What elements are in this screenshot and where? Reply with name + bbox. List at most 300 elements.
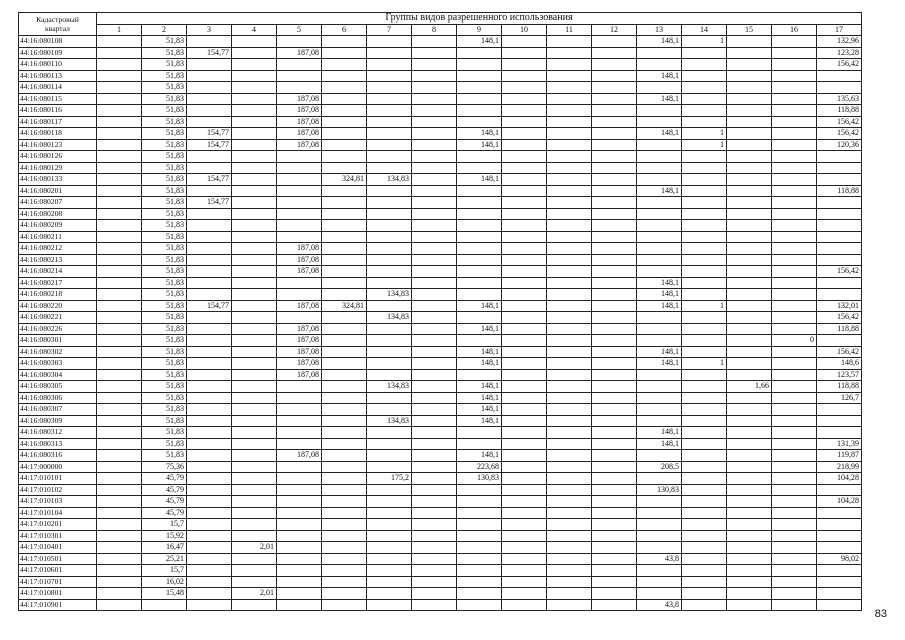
column-header-2: 2 bbox=[142, 24, 187, 36]
value-cell-col-12 bbox=[592, 220, 637, 232]
value-cell-col-5 bbox=[277, 565, 322, 577]
table-row bbox=[19, 300, 862, 312]
value-cell-col-14 bbox=[682, 404, 727, 416]
value-cell-col-8 bbox=[412, 105, 457, 117]
value-cell-col-16 bbox=[772, 369, 817, 381]
value-cell-col-6 bbox=[322, 243, 367, 255]
value-cell-col-17 bbox=[817, 542, 862, 554]
value-cell-col-1 bbox=[97, 162, 142, 174]
value-cell-col-16 bbox=[772, 565, 817, 577]
value-cell-col-1 bbox=[97, 36, 142, 48]
value-cell-col-10 bbox=[502, 174, 547, 186]
value-cell-col-8 bbox=[412, 93, 457, 105]
value-cell-col-1 bbox=[97, 450, 142, 462]
table-row bbox=[19, 289, 862, 301]
value-cell-col-7 bbox=[367, 36, 412, 48]
value-cell-col-6 bbox=[322, 70, 367, 82]
value-cell-col-14 bbox=[682, 116, 727, 128]
value-cell-col-16 bbox=[772, 312, 817, 324]
value-cell-col-1 bbox=[97, 542, 142, 554]
value-cell-col-17 bbox=[817, 484, 862, 496]
value-cell-col-7 bbox=[367, 231, 412, 243]
value-cell-col-16 bbox=[772, 266, 817, 278]
value-cell-col-15 bbox=[727, 415, 772, 427]
kadastral-number: 44:17:010401 bbox=[19, 542, 97, 554]
value-cell-col-1 bbox=[97, 243, 142, 255]
value-cell-col-3 bbox=[187, 208, 232, 220]
table-row bbox=[19, 128, 862, 140]
value-cell-col-10 bbox=[502, 415, 547, 427]
value-cell-col-2: 51,83 bbox=[142, 404, 187, 416]
value-cell-col-13 bbox=[637, 415, 682, 427]
value-cell-col-1 bbox=[97, 530, 142, 542]
value-cell-col-7 bbox=[367, 576, 412, 588]
table-row bbox=[19, 47, 862, 59]
value-cell-col-2: 51,83 bbox=[142, 427, 187, 439]
value-cell-col-3 bbox=[187, 427, 232, 439]
value-cell-col-10 bbox=[502, 151, 547, 163]
kadastral-number: 44:17:000000 bbox=[19, 461, 97, 473]
kadastral-number: 44:16:080129 bbox=[19, 162, 97, 174]
kadastral-number: 44:16:080302 bbox=[19, 346, 97, 358]
value-cell-col-10 bbox=[502, 427, 547, 439]
kadastral-number: 44:16:080213 bbox=[19, 254, 97, 266]
value-cell-col-16 bbox=[772, 116, 817, 128]
value-cell-col-2: 51,83 bbox=[142, 36, 187, 48]
value-cell-col-16 bbox=[772, 507, 817, 519]
kadastral-number: 44:16:080208 bbox=[19, 208, 97, 220]
value-cell-col-16 bbox=[772, 47, 817, 59]
value-cell-col-6 bbox=[322, 105, 367, 117]
value-cell-col-13: 148,1 bbox=[637, 277, 682, 289]
table-row bbox=[19, 220, 862, 232]
table-row bbox=[19, 197, 862, 209]
value-cell-col-5: 187,08 bbox=[277, 254, 322, 266]
value-cell-col-7 bbox=[367, 484, 412, 496]
kadastral-number: 44:17:010701 bbox=[19, 576, 97, 588]
value-cell-col-10 bbox=[502, 70, 547, 82]
value-cell-col-17: 118,88 bbox=[817, 381, 862, 393]
value-cell-col-2: 45,79 bbox=[142, 473, 187, 485]
kadastral-number: 44:16:080309 bbox=[19, 415, 97, 427]
value-cell-col-17 bbox=[817, 197, 862, 209]
value-cell-col-11 bbox=[547, 254, 592, 266]
value-cell-col-3 bbox=[187, 243, 232, 255]
value-cell-col-10 bbox=[502, 36, 547, 48]
value-cell-col-11 bbox=[547, 151, 592, 163]
value-cell-col-1 bbox=[97, 128, 142, 140]
value-cell-col-2: 51,83 bbox=[142, 243, 187, 255]
value-cell-col-7 bbox=[367, 392, 412, 404]
value-cell-col-7 bbox=[367, 519, 412, 531]
value-cell-col-3 bbox=[187, 36, 232, 48]
value-cell-col-4 bbox=[232, 162, 277, 174]
value-cell-col-4 bbox=[232, 300, 277, 312]
value-cell-col-8 bbox=[412, 277, 457, 289]
value-cell-col-10 bbox=[502, 369, 547, 381]
value-cell-col-4 bbox=[232, 507, 277, 519]
value-cell-col-10 bbox=[502, 473, 547, 485]
value-cell-col-15 bbox=[727, 507, 772, 519]
value-cell-col-17 bbox=[817, 277, 862, 289]
value-cell-col-10 bbox=[502, 565, 547, 577]
value-cell-col-14 bbox=[682, 266, 727, 278]
value-cell-col-5 bbox=[277, 473, 322, 485]
value-cell-col-14 bbox=[682, 450, 727, 462]
value-cell-col-7 bbox=[367, 208, 412, 220]
value-cell-col-17: 156,42 bbox=[817, 128, 862, 140]
value-cell-col-10 bbox=[502, 208, 547, 220]
value-cell-col-12 bbox=[592, 519, 637, 531]
value-cell-col-14 bbox=[682, 243, 727, 255]
value-cell-col-11 bbox=[547, 59, 592, 71]
value-cell-col-14 bbox=[682, 277, 727, 289]
value-cell-col-14 bbox=[682, 289, 727, 301]
value-cell-col-3 bbox=[187, 254, 232, 266]
value-cell-col-14 bbox=[682, 576, 727, 588]
value-cell-col-10 bbox=[502, 300, 547, 312]
value-cell-col-10 bbox=[502, 116, 547, 128]
value-cell-col-9 bbox=[457, 220, 502, 232]
value-cell-col-4 bbox=[232, 36, 277, 48]
value-cell-col-15 bbox=[727, 588, 772, 600]
table-body bbox=[19, 36, 862, 611]
value-cell-col-14: 1 bbox=[682, 300, 727, 312]
kadastral-number: 44:16:080109 bbox=[19, 47, 97, 59]
value-cell-col-15 bbox=[727, 392, 772, 404]
value-cell-col-7 bbox=[367, 588, 412, 600]
value-cell-col-10 bbox=[502, 392, 547, 404]
value-cell-col-2: 16,02 bbox=[142, 576, 187, 588]
value-cell-col-14 bbox=[682, 473, 727, 485]
value-cell-col-8 bbox=[412, 507, 457, 519]
value-cell-col-4 bbox=[232, 519, 277, 531]
value-cell-col-17 bbox=[817, 335, 862, 347]
value-cell-col-11 bbox=[547, 381, 592, 393]
value-cell-col-9 bbox=[457, 496, 502, 508]
value-cell-col-10 bbox=[502, 47, 547, 59]
value-cell-col-13 bbox=[637, 220, 682, 232]
value-cell-col-16 bbox=[772, 530, 817, 542]
value-cell-col-16 bbox=[772, 588, 817, 600]
value-cell-col-15 bbox=[727, 197, 772, 209]
value-cell-col-17 bbox=[817, 151, 862, 163]
value-cell-col-6: 324,81 bbox=[322, 300, 367, 312]
value-cell-col-5: 187,08 bbox=[277, 243, 322, 255]
value-cell-col-7 bbox=[367, 323, 412, 335]
value-cell-col-12 bbox=[592, 312, 637, 324]
value-cell-col-16 bbox=[772, 243, 817, 255]
value-cell-col-15 bbox=[727, 266, 772, 278]
value-cell-col-1 bbox=[97, 266, 142, 278]
value-cell-col-1 bbox=[97, 197, 142, 209]
value-cell-col-17 bbox=[817, 427, 862, 439]
value-cell-col-16 bbox=[772, 392, 817, 404]
value-cell-col-8 bbox=[412, 231, 457, 243]
value-cell-col-11 bbox=[547, 335, 592, 347]
kadastral-number: 44:16:080307 bbox=[19, 404, 97, 416]
value-cell-col-17: 123,28 bbox=[817, 47, 862, 59]
value-cell-col-8 bbox=[412, 530, 457, 542]
value-cell-col-7 bbox=[367, 438, 412, 450]
table-row bbox=[19, 162, 862, 174]
value-cell-col-11 bbox=[547, 473, 592, 485]
value-cell-col-11 bbox=[547, 185, 592, 197]
value-cell-col-9 bbox=[457, 82, 502, 94]
value-cell-col-15 bbox=[727, 300, 772, 312]
value-cell-col-7 bbox=[367, 427, 412, 439]
value-cell-col-8 bbox=[412, 312, 457, 324]
value-cell-col-3 bbox=[187, 542, 232, 554]
value-cell-col-7 bbox=[367, 496, 412, 508]
value-cell-col-15 bbox=[727, 139, 772, 151]
value-cell-col-15 bbox=[727, 116, 772, 128]
value-cell-col-17 bbox=[817, 162, 862, 174]
value-cell-col-17 bbox=[817, 588, 862, 600]
value-cell-col-12 bbox=[592, 553, 637, 565]
value-cell-col-2: 45,79 bbox=[142, 507, 187, 519]
value-cell-col-15 bbox=[727, 450, 772, 462]
value-cell-col-1 bbox=[97, 553, 142, 565]
value-cell-col-3 bbox=[187, 565, 232, 577]
value-cell-col-11 bbox=[547, 208, 592, 220]
value-cell-col-4 bbox=[232, 427, 277, 439]
value-cell-col-17 bbox=[817, 208, 862, 220]
value-cell-col-11 bbox=[547, 599, 592, 611]
value-cell-col-9: 148,1 bbox=[457, 139, 502, 151]
value-cell-col-1 bbox=[97, 427, 142, 439]
value-cell-col-6 bbox=[322, 519, 367, 531]
value-cell-col-1 bbox=[97, 588, 142, 600]
value-cell-col-9 bbox=[457, 185, 502, 197]
value-cell-col-8 bbox=[412, 519, 457, 531]
value-cell-col-11 bbox=[547, 507, 592, 519]
kadastral-number: 44:16:080218 bbox=[19, 289, 97, 301]
value-cell-col-2: 15,92 bbox=[142, 530, 187, 542]
value-cell-col-7 bbox=[367, 47, 412, 59]
value-cell-col-8 bbox=[412, 553, 457, 565]
kadastral-number: 44:16:080312 bbox=[19, 427, 97, 439]
value-cell-col-11 bbox=[547, 300, 592, 312]
value-cell-col-17 bbox=[817, 254, 862, 266]
value-cell-col-10 bbox=[502, 243, 547, 255]
value-cell-col-10 bbox=[502, 381, 547, 393]
kadastral-number: 44:17:010201 bbox=[19, 519, 97, 531]
value-cell-col-5: 187,08 bbox=[277, 450, 322, 462]
value-cell-col-9: 148,1 bbox=[457, 323, 502, 335]
value-cell-col-12 bbox=[592, 484, 637, 496]
value-cell-col-8 bbox=[412, 576, 457, 588]
value-cell-col-13 bbox=[637, 576, 682, 588]
value-cell-col-11 bbox=[547, 565, 592, 577]
value-cell-col-9 bbox=[457, 70, 502, 82]
value-cell-col-6 bbox=[322, 266, 367, 278]
value-cell-col-7 bbox=[367, 358, 412, 370]
value-cell-col-10 bbox=[502, 231, 547, 243]
value-cell-col-1 bbox=[97, 93, 142, 105]
kadastral-number: 44:16:080116 bbox=[19, 105, 97, 117]
value-cell-col-8 bbox=[412, 289, 457, 301]
kadastral-number: 44:16:080108 bbox=[19, 36, 97, 48]
column-header-8: 8 bbox=[412, 24, 457, 36]
table-row bbox=[19, 266, 862, 278]
value-cell-col-14 bbox=[682, 496, 727, 508]
value-cell-col-15 bbox=[727, 105, 772, 117]
value-cell-col-11 bbox=[547, 450, 592, 462]
value-cell-col-3 bbox=[187, 381, 232, 393]
value-cell-col-11 bbox=[547, 231, 592, 243]
value-cell-col-3: 154,77 bbox=[187, 128, 232, 140]
value-cell-col-14 bbox=[682, 82, 727, 94]
value-cell-col-12 bbox=[592, 496, 637, 508]
value-cell-col-8 bbox=[412, 404, 457, 416]
value-cell-col-2: 51,83 bbox=[142, 82, 187, 94]
value-cell-col-11 bbox=[547, 277, 592, 289]
value-cell-col-12 bbox=[592, 599, 637, 611]
value-cell-col-10 bbox=[502, 277, 547, 289]
value-cell-col-13 bbox=[637, 473, 682, 485]
value-cell-col-12 bbox=[592, 450, 637, 462]
value-cell-col-17: 132,96 bbox=[817, 36, 862, 48]
value-cell-col-9 bbox=[457, 59, 502, 71]
value-cell-col-5 bbox=[277, 461, 322, 473]
value-cell-col-9 bbox=[457, 507, 502, 519]
value-cell-col-6 bbox=[322, 151, 367, 163]
value-cell-col-5 bbox=[277, 496, 322, 508]
value-cell-col-3 bbox=[187, 461, 232, 473]
page-number: 83 bbox=[874, 608, 887, 620]
value-cell-col-6 bbox=[322, 461, 367, 473]
value-cell-col-7: 134,83 bbox=[367, 289, 412, 301]
value-cell-col-8 bbox=[412, 473, 457, 485]
value-cell-col-2: 51,83 bbox=[142, 116, 187, 128]
value-cell-col-2: 51,83 bbox=[142, 220, 187, 232]
value-cell-col-17 bbox=[817, 576, 862, 588]
value-cell-col-1 bbox=[97, 484, 142, 496]
value-cell-col-5 bbox=[277, 197, 322, 209]
value-cell-col-2: 51,83 bbox=[142, 323, 187, 335]
value-cell-col-6 bbox=[322, 323, 367, 335]
value-cell-col-6 bbox=[322, 231, 367, 243]
value-cell-col-17 bbox=[817, 519, 862, 531]
value-cell-col-17 bbox=[817, 565, 862, 577]
value-cell-col-12 bbox=[592, 392, 637, 404]
table-row bbox=[19, 139, 862, 151]
value-cell-col-6 bbox=[322, 47, 367, 59]
value-cell-col-1 bbox=[97, 220, 142, 232]
value-cell-col-3 bbox=[187, 231, 232, 243]
value-cell-col-15 bbox=[727, 369, 772, 381]
table-row bbox=[19, 588, 862, 600]
table-row bbox=[19, 381, 862, 393]
value-cell-col-10 bbox=[502, 323, 547, 335]
value-cell-col-12 bbox=[592, 139, 637, 151]
value-cell-col-9: 148,1 bbox=[457, 128, 502, 140]
table-row bbox=[19, 243, 862, 255]
value-cell-col-2: 15,7 bbox=[142, 565, 187, 577]
value-cell-col-17: 123,57 bbox=[817, 369, 862, 381]
value-cell-col-14 bbox=[682, 323, 727, 335]
value-cell-col-5: 187,08 bbox=[277, 128, 322, 140]
kadastral-number: 44:17:010104 bbox=[19, 507, 97, 519]
value-cell-col-5: 187,08 bbox=[277, 47, 322, 59]
value-cell-col-16 bbox=[772, 415, 817, 427]
kadastral-number: 44:17:010801 bbox=[19, 588, 97, 600]
value-cell-col-9: 148,1 bbox=[457, 392, 502, 404]
value-cell-col-16 bbox=[772, 381, 817, 393]
value-cell-col-17: 119,87 bbox=[817, 450, 862, 462]
value-cell-col-6 bbox=[322, 128, 367, 140]
value-cell-col-16 bbox=[772, 36, 817, 48]
table-row bbox=[19, 208, 862, 220]
kadastral-number: 44:16:080303 bbox=[19, 358, 97, 370]
value-cell-col-3 bbox=[187, 116, 232, 128]
kadastral-number: 44:16:080217 bbox=[19, 277, 97, 289]
value-cell-col-16 bbox=[772, 599, 817, 611]
value-cell-col-7 bbox=[367, 197, 412, 209]
value-cell-col-6 bbox=[322, 185, 367, 197]
column-header-15: 15 bbox=[727, 24, 772, 36]
table-row bbox=[19, 473, 862, 485]
value-cell-col-5 bbox=[277, 392, 322, 404]
value-cell-col-5 bbox=[277, 82, 322, 94]
value-cell-col-1 bbox=[97, 174, 142, 186]
value-cell-col-2: 51,83 bbox=[142, 93, 187, 105]
value-cell-col-12 bbox=[592, 300, 637, 312]
value-cell-col-12 bbox=[592, 266, 637, 278]
value-cell-col-16 bbox=[772, 519, 817, 531]
value-cell-col-10 bbox=[502, 105, 547, 117]
kadastral-number: 44:16:080212 bbox=[19, 243, 97, 255]
value-cell-col-8 bbox=[412, 151, 457, 163]
value-cell-col-5 bbox=[277, 599, 322, 611]
value-cell-col-5 bbox=[277, 185, 322, 197]
value-cell-col-14: 1 bbox=[682, 36, 727, 48]
value-cell-col-3 bbox=[187, 576, 232, 588]
value-cell-col-2: 51,83 bbox=[142, 369, 187, 381]
value-cell-col-8 bbox=[412, 599, 457, 611]
value-cell-col-5 bbox=[277, 277, 322, 289]
table-row bbox=[19, 519, 862, 531]
value-cell-col-1 bbox=[97, 369, 142, 381]
value-cell-col-4 bbox=[232, 565, 277, 577]
table-row bbox=[19, 82, 862, 94]
kadastral-number: 44:16:080115 bbox=[19, 93, 97, 105]
value-cell-col-4 bbox=[232, 404, 277, 416]
value-cell-col-12 bbox=[592, 197, 637, 209]
value-cell-col-14 bbox=[682, 369, 727, 381]
value-cell-col-4 bbox=[232, 139, 277, 151]
value-cell-col-6 bbox=[322, 312, 367, 324]
value-cell-col-9: 223,68 bbox=[457, 461, 502, 473]
value-cell-col-8 bbox=[412, 565, 457, 577]
value-cell-col-17: 156,42 bbox=[817, 59, 862, 71]
value-cell-col-15 bbox=[727, 599, 772, 611]
value-cell-col-2: 15,7 bbox=[142, 519, 187, 531]
value-cell-col-15 bbox=[727, 404, 772, 416]
value-cell-col-1 bbox=[97, 254, 142, 266]
value-cell-col-3 bbox=[187, 312, 232, 324]
value-cell-col-5 bbox=[277, 59, 322, 71]
value-cell-col-4 bbox=[232, 128, 277, 140]
value-cell-col-17 bbox=[817, 404, 862, 416]
value-cell-col-6 bbox=[322, 254, 367, 266]
value-cell-col-11 bbox=[547, 220, 592, 232]
value-cell-col-4 bbox=[232, 312, 277, 324]
value-cell-col-3 bbox=[187, 450, 232, 462]
value-cell-col-6 bbox=[322, 139, 367, 151]
value-cell-col-11 bbox=[547, 323, 592, 335]
